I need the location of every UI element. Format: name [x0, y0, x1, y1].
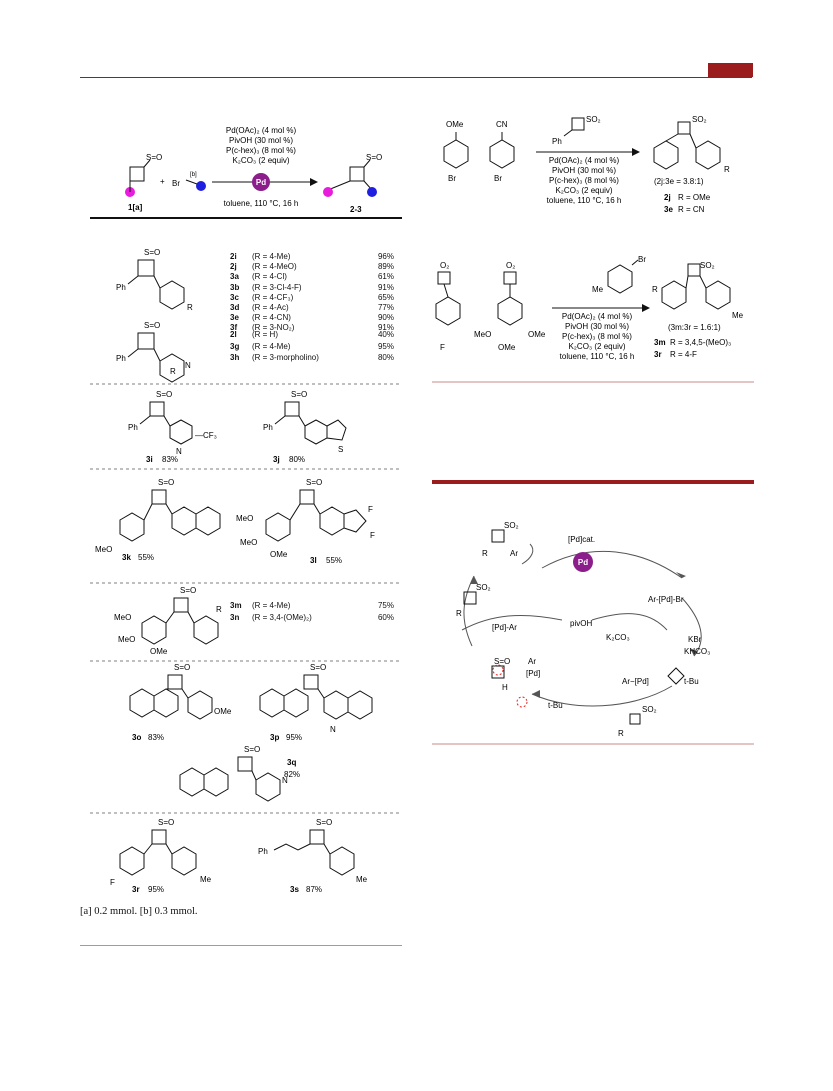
entry-yield: 91% — [377, 323, 394, 333]
entry-substituent: (R = 4-Ac) — [252, 303, 289, 313]
entry-yield: 61% — [377, 272, 394, 282]
r1-cond-5: toluene, 110 °C, 16 h — [546, 196, 622, 205]
svg-text:OMe: OMe — [150, 647, 168, 656]
svg-text:F: F — [110, 878, 115, 887]
entry-yield: 75% — [377, 601, 394, 610]
entry-row — [230, 252, 400, 262]
svg-text:R: R — [216, 605, 222, 614]
cmpd-3j: 3j — [273, 455, 280, 464]
svg-text:Br: Br — [448, 174, 456, 183]
svg-text:N: N — [185, 361, 191, 370]
svg-text:SO₂: SO₂ — [692, 115, 707, 124]
r2-l1: 3m — [654, 338, 666, 347]
left-scheme — [90, 120, 410, 900]
svg-text:R = 4-F: R = 4-F — [670, 350, 697, 359]
entry-row — [230, 352, 400, 364]
svg-text:R: R — [456, 609, 462, 618]
svg-text:CN: CN — [496, 120, 508, 129]
k2co3: K₂CO₃ — [606, 633, 630, 642]
footnote: [a] 0.2 mmol. [b] 0.3 mmol. — [80, 906, 198, 917]
svg-text:S=O: S=O — [291, 390, 308, 399]
entry-substituent: (R = 4-CN) — [252, 313, 291, 323]
cmpd-3s: 3s — [290, 885, 299, 894]
entry-row — [230, 341, 400, 353]
arpd-piv: Ar−[Pd] — [622, 677, 649, 686]
svg-text:OMe: OMe — [446, 120, 464, 129]
svg-text:R: R — [187, 303, 193, 312]
entry-yield: 80% — [377, 353, 394, 362]
entries-a — [230, 252, 400, 334]
svg-text:R = CN: R = CN — [678, 205, 705, 214]
svg-text:O₂: O₂ — [506, 261, 516, 270]
pd-cat: [Pd]cat. — [568, 535, 596, 544]
r2-cond-4: K₂CO₃ (2 equiv) — [568, 342, 626, 351]
pivoh: pivOH — [570, 619, 593, 628]
entry-row — [230, 612, 400, 624]
svg-text:S: S — [338, 445, 344, 454]
svg-text:N: N — [176, 447, 182, 456]
entry-id: 2l — [230, 330, 237, 339]
entry-yield: 95% — [377, 341, 394, 351]
svg-text:Ph: Ph — [258, 847, 268, 856]
entry-id: 3n — [230, 612, 240, 622]
yield-3o: 83% — [148, 733, 165, 742]
svg-text:S=O: S=O — [494, 657, 511, 666]
svg-text:—CF₃: —CF₃ — [195, 431, 217, 440]
header-tab — [708, 63, 753, 77]
svg-text:SO₂: SO₂ — [700, 261, 715, 270]
note-b: [b] — [190, 172, 197, 178]
entry-yield: 91% — [377, 282, 394, 292]
entry-yield: 89% — [377, 262, 394, 272]
r2-cond-3: P(c-hex)₃ (8 mol %) — [562, 332, 632, 341]
entry-id: 3d — [230, 303, 240, 313]
svg-text:F: F — [440, 343, 445, 352]
svg-text:Ph: Ph — [263, 423, 273, 432]
bromide-label: Br — [172, 179, 180, 188]
entry-id: 3m — [230, 601, 242, 610]
r1-l2: 3e — [664, 205, 673, 214]
entry-substituent: (R = 4-Me) — [252, 252, 291, 261]
entry-id: 3a — [230, 272, 239, 282]
r2-cond-5: toluene, 110 °C, 16 h — [559, 352, 635, 361]
r2-cond-1: Pd(OAc)₂ (4 mol %) — [561, 312, 633, 321]
entry-row — [230, 313, 400, 323]
svg-text:S=O: S=O — [244, 745, 261, 754]
entry-substituent: (R = 3,4-(OMe)₂) — [252, 612, 312, 622]
cmpd-3p: 3p — [270, 733, 280, 742]
svg-text:R = 3,4,5-(MeO)₃: R = 3,4,5-(MeO)₃ — [670, 338, 732, 347]
entry-row — [230, 262, 400, 272]
svg-text:MeO: MeO — [118, 635, 136, 644]
svg-text:Me: Me — [356, 875, 368, 884]
svg-text:Br: Br — [638, 255, 646, 264]
svg-text:S=O: S=O — [158, 478, 175, 487]
entry-substituent: (R = 4-Me) — [252, 341, 291, 351]
yield-3i: 83% — [162, 455, 179, 464]
entry-id: 2j — [230, 262, 237, 272]
catalytic-cycle — [432, 480, 754, 746]
yield-3k: 55% — [138, 553, 155, 562]
svg-text:N: N — [282, 776, 288, 785]
r1-cond-3: P(c-hex)₃ (8 mol %) — [549, 176, 619, 185]
entry-substituent: (R = H) — [252, 330, 278, 339]
svg-text:F: F — [370, 531, 375, 540]
svg-text:S=O: S=O — [158, 818, 175, 827]
cmpd-3k: 3k — [122, 553, 131, 562]
entry-yield: 77% — [377, 303, 394, 313]
svg-text:R: R — [482, 549, 488, 558]
entry-substituent: (R = 4-CF₃) — [252, 292, 294, 302]
r1-l1: 2j — [664, 193, 671, 202]
entry-substituent: (R = 3-NO₂) — [252, 323, 295, 333]
entry-yield: 40% — [377, 330, 394, 339]
svg-text:S=O: S=O — [366, 153, 383, 162]
svg-text:H: H — [502, 683, 508, 692]
svg-text:Me: Me — [592, 285, 604, 294]
reactant1-label: 1[a] — [128, 203, 143, 212]
entry-id: 3c — [230, 292, 239, 302]
r1-ratio: (2j:3e = 3.8:1) — [654, 177, 704, 186]
r1-cond-2: PivOH (30 mol %) — [551, 166, 617, 175]
cycle-pd: Pd — [577, 558, 589, 567]
solvent: toluene, 110 °C, 16 h — [223, 199, 299, 208]
entry-yield: 60% — [377, 612, 394, 622]
yield-3s: 87% — [306, 885, 323, 894]
arpdbr: Ar-[Pd]-Br — [648, 595, 684, 604]
r2-ratio: (3m:3r = 1.6:1) — [668, 323, 721, 332]
svg-text:Ph: Ph — [128, 423, 138, 432]
entry-substituent: (R = 4-Me) — [252, 601, 291, 610]
entry-id: 3e — [230, 313, 239, 323]
r2-l2: 3r — [654, 350, 662, 359]
svg-text:F: F — [368, 505, 373, 514]
entry-id: 2i — [230, 252, 237, 261]
cmpd-3r: 3r — [132, 885, 140, 894]
entry-yield: 96% — [377, 252, 394, 261]
cond-2: PivOH (30 mol %) — [228, 136, 294, 145]
svg-text:MeO: MeO — [236, 514, 254, 523]
svg-text:R = OMe: R = OMe — [678, 193, 711, 202]
entry-id: 3h — [230, 353, 240, 362]
svg-text:R: R — [724, 165, 730, 174]
yield-3j: 80% — [289, 455, 306, 464]
entry-yield: 65% — [377, 292, 394, 302]
header-rule — [80, 77, 752, 78]
svg-text:R: R — [618, 729, 624, 738]
entry-row — [230, 272, 400, 282]
svg-text:MeO: MeO — [240, 538, 258, 547]
yield-3p: 95% — [286, 733, 303, 742]
so2-3: SO₂ — [642, 705, 657, 714]
svg-text:Ph: Ph — [116, 283, 126, 292]
pd-ar: [Pd]-Ar — [492, 623, 517, 632]
entries-b — [230, 329, 400, 364]
svg-text:OMe: OMe — [270, 550, 288, 559]
kbr: KBr — [688, 635, 702, 644]
yield-3q: 82% — [284, 770, 301, 779]
cmpd-3q: 3q — [287, 758, 297, 767]
cond-4: K₂CO₃ (2 equiv) — [232, 156, 290, 165]
svg-text:S=O: S=O — [180, 586, 197, 595]
svg-text:Ar: Ar — [528, 657, 536, 666]
cmpd-3i: 3i — [146, 455, 153, 464]
entry-id: 3g — [230, 341, 240, 351]
svg-text:Me: Me — [732, 311, 744, 320]
svg-text:O₂: O₂ — [440, 261, 450, 270]
so2-1: SO₂ — [504, 521, 519, 530]
entry-row — [230, 303, 400, 313]
svg-text:OMe: OMe — [528, 330, 546, 339]
tbu: t-Bu — [684, 677, 699, 686]
entries-c — [230, 600, 400, 623]
entry-row — [230, 600, 400, 612]
bottom-rule — [80, 945, 402, 946]
entry-substituent: (R = 4-MeO) — [252, 262, 297, 272]
tbu-2: t-Bu — [548, 701, 563, 710]
yield-3r: 95% — [148, 885, 165, 894]
cmpd-3o: 3o — [132, 733, 142, 742]
svg-text:N: N — [330, 725, 336, 734]
svg-text:R: R — [652, 285, 658, 294]
svg-text:OMe: OMe — [214, 707, 232, 716]
entry-substituent: (R = 3-morpholino) — [252, 353, 319, 362]
svg-text:S=O: S=O — [310, 663, 327, 672]
pd-label: Pd — [255, 178, 267, 187]
r2-cond-2: PivOH (30 mol %) — [564, 322, 630, 331]
khco3: KHCO₃ — [684, 647, 711, 656]
svg-text:S=O: S=O — [146, 153, 163, 162]
cmpd-3l: 3l — [310, 556, 317, 565]
svg-text:S=O: S=O — [174, 663, 191, 672]
entry-row — [230, 293, 400, 303]
svg-text:R: R — [170, 367, 176, 376]
cond-3: P(c-hex)₃ (8 mol %) — [226, 146, 296, 155]
svg-text:S=O: S=O — [156, 390, 173, 399]
entry-row — [230, 329, 400, 341]
svg-text:S=O: S=O — [316, 818, 333, 827]
svg-text:S=O: S=O — [144, 321, 161, 330]
svg-text:MeO: MeO — [95, 545, 113, 554]
cond-1: Pd(OAc)₂ (4 mol %) — [225, 126, 297, 135]
svg-text:+: + — [160, 177, 165, 186]
svg-text:S=O: S=O — [144, 248, 161, 257]
svg-text:OMe: OMe — [498, 343, 516, 352]
svg-text:S=O: S=O — [306, 478, 323, 487]
svg-text:Ph: Ph — [552, 137, 562, 146]
entry-row — [230, 283, 400, 293]
entry-id: 3f — [230, 323, 238, 333]
svg-text:Ph: Ph — [116, 354, 126, 363]
entry-yield: 90% — [377, 313, 394, 323]
entry-substituent: (R = 3-Cl-4-F) — [252, 282, 302, 292]
yield-3l: 55% — [326, 556, 343, 565]
right-scheme-1 — [432, 112, 754, 384]
r1-cond-1: Pd(OAc)₂ (4 mol %) — [548, 156, 620, 165]
svg-text:Me: Me — [200, 875, 212, 884]
entry-substituent: (R = 4-Cl) — [252, 272, 287, 282]
svg-text:MeO: MeO — [114, 613, 132, 622]
product-label: 2-3 — [350, 205, 362, 214]
entry-id: 3b — [230, 282, 240, 292]
svg-text:Ar: Ar — [510, 549, 518, 558]
so2-2: SO₂ — [476, 583, 491, 592]
svg-text:[Pd]: [Pd] — [526, 669, 541, 678]
svg-text:Br: Br — [494, 174, 502, 183]
svg-text:MeO: MeO — [474, 330, 492, 339]
r1-cond-4: K₂CO₃ (2 equiv) — [555, 186, 613, 195]
svg-text:SO₂: SO₂ — [586, 115, 601, 124]
